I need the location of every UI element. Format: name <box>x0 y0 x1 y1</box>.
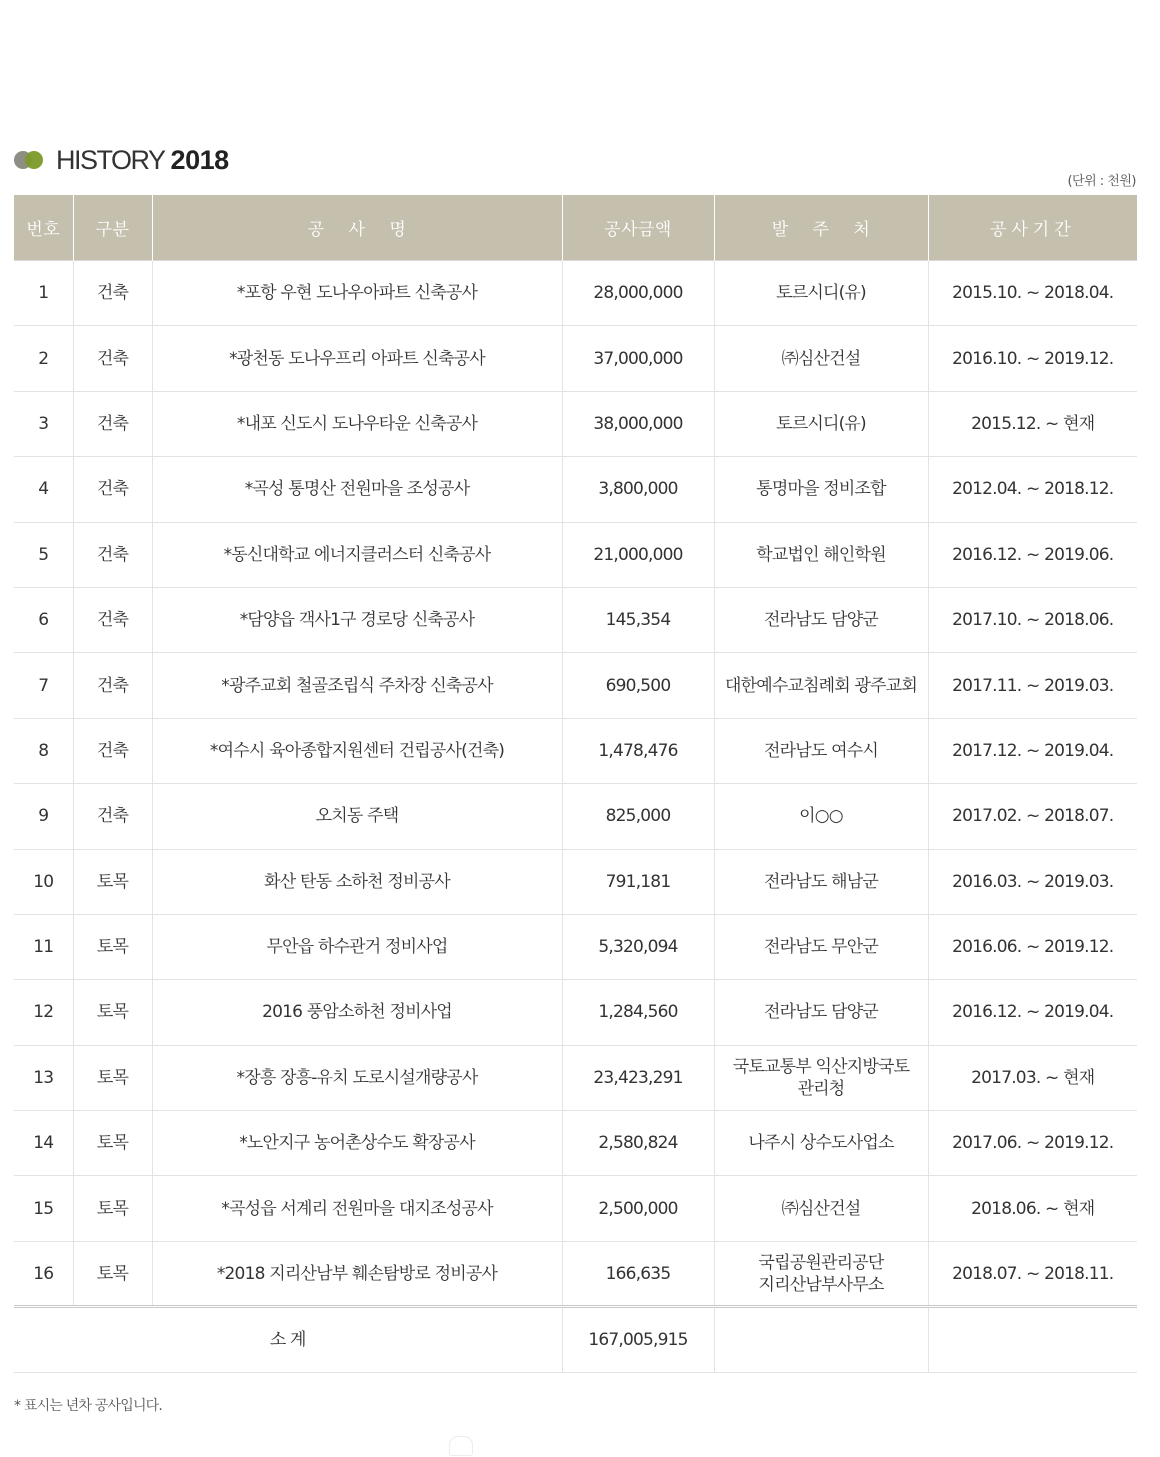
cell-name: *장흥 장흥-유치 도로시설개량공사 <box>152 1045 562 1110</box>
subtotal-empty-client <box>714 1307 928 1373</box>
table-row <box>14 587 1137 652</box>
cell-period: 2016.12. ~ 2019.04. <box>928 980 1137 1045</box>
subtotal-amount: 167,005,915 <box>562 1307 714 1373</box>
cell-period: 2018.06. ~ 현재 <box>928 1176 1137 1241</box>
table-row <box>14 522 1137 587</box>
cell-period: 2012.04. ~ 2018.12. <box>928 457 1137 522</box>
cell-client: 전라남도 여수시 <box>714 718 928 783</box>
cell-period: 2015.10. ~ 2018.04. <box>928 261 1137 326</box>
cell-client: 전라남도 담양군 <box>714 587 928 652</box>
cell-type: 건축 <box>73 653 152 718</box>
history-table <box>14 195 1137 1373</box>
cell-amount: 1,284,560 <box>562 980 714 1045</box>
cell-period: 2017.03. ~ 현재 <box>928 1045 1137 1110</box>
cell-name: *동신대학교 에너지클러스터 신축공사 <box>152 522 562 587</box>
cell-type: 토목 <box>73 849 152 914</box>
cell-name: *여수시 육아종합지원센터 건립공사(건축) <box>152 718 562 783</box>
cell-name: *노안지구 농어촌상수도 확장공사 <box>152 1111 562 1176</box>
table-row <box>14 653 1137 718</box>
table-row <box>14 980 1137 1045</box>
table-row <box>14 1241 1137 1306</box>
table-row <box>14 914 1137 979</box>
cell-amount: 1,478,476 <box>562 718 714 783</box>
cell-type: 건축 <box>73 718 152 783</box>
cell-type: 토목 <box>73 1111 152 1176</box>
column-header-name: 공 사 명 <box>152 195 562 261</box>
footnote: * 표시는 년차 공사입니다. <box>14 1398 163 1414</box>
cell-type: 토목 <box>73 1241 152 1306</box>
cell-period: 2016.03. ~ 2019.03. <box>928 849 1137 914</box>
cell-no: 14 <box>14 1111 73 1176</box>
cell-amount: 2,580,824 <box>562 1111 714 1176</box>
title-year: 2018 <box>170 144 229 175</box>
cell-period: 2018.07. ~ 2018.11. <box>928 1241 1137 1306</box>
cell-type: 건축 <box>73 261 152 326</box>
cell-name: 화산 탄동 소하천 정비공사 <box>152 849 562 914</box>
cell-name: 오치동 주택 <box>152 784 562 849</box>
table-header-row <box>14 195 1137 261</box>
cell-period: 2016.12. ~ 2019.06. <box>928 522 1137 587</box>
cell-no: 7 <box>14 653 73 718</box>
subtotal-empty-period <box>928 1307 1137 1373</box>
title-text: HISTORY <box>56 144 165 175</box>
column-header-client: 발 주 처 <box>714 195 928 261</box>
cell-amount: 2,500,000 <box>562 1176 714 1241</box>
cell-client: 이○○ <box>714 784 928 849</box>
cell-type: 건축 <box>73 522 152 587</box>
table-row <box>14 1176 1137 1241</box>
cell-period: 2017.10. ~ 2018.06. <box>928 587 1137 652</box>
cell-type: 토목 <box>73 914 152 979</box>
cell-client: 전라남도 해남군 <box>714 849 928 914</box>
subtotal-row <box>14 1307 1137 1373</box>
cell-name: 무안읍 하수관거 정비사업 <box>152 914 562 979</box>
cell-client: 통명마을 정비조합 <box>714 457 928 522</box>
table-row <box>14 261 1137 326</box>
table-row <box>14 1111 1137 1176</box>
cell-name: *포항 우현 도나우아파트 신축공사 <box>152 261 562 326</box>
cell-amount: 166,635 <box>562 1241 714 1306</box>
table-row <box>14 1045 1137 1110</box>
cell-no: 12 <box>14 980 73 1045</box>
cell-amount: 5,320,094 <box>562 914 714 979</box>
cell-client: 나주시 상수도사업소 <box>714 1111 928 1176</box>
cell-client: ㈜심산건설 <box>714 1176 928 1241</box>
cell-name: *내포 신도시 도나우타운 신축공사 <box>152 391 562 456</box>
cell-client: 전라남도 무안군 <box>714 914 928 979</box>
cell-client: 국립공원관리공단 지리산남부사무소 <box>714 1241 928 1306</box>
cell-client: 국토교통부 익산지방국토 관리청 <box>714 1045 928 1110</box>
subtotal-label: 소 계 <box>14 1307 562 1373</box>
cell-period: 2017.06. ~ 2019.12. <box>928 1111 1137 1176</box>
cell-period: 2016.10. ~ 2019.12. <box>928 326 1137 391</box>
cell-no: 9 <box>14 784 73 849</box>
cell-client: 전라남도 담양군 <box>714 980 928 1045</box>
cell-name: *곡성 통명산 전원마을 조성공사 <box>152 457 562 522</box>
table-row <box>14 849 1137 914</box>
table-row <box>14 718 1137 783</box>
cell-type: 토목 <box>73 1176 152 1241</box>
table-row <box>14 326 1137 391</box>
cell-type: 건축 <box>73 784 152 849</box>
cell-no: 10 <box>14 849 73 914</box>
cell-name: 2016 풍암소하천 정비사업 <box>152 980 562 1045</box>
column-header-no: 번호 <box>14 195 73 261</box>
cell-amount: 3,800,000 <box>562 457 714 522</box>
cell-type: 토목 <box>73 980 152 1045</box>
cell-no: 5 <box>14 522 73 587</box>
cell-name: *곡성읍 서계리 전원마을 대지조성공사 <box>152 1176 562 1241</box>
cell-client: 학교법인 해인학원 <box>714 522 928 587</box>
column-header-period: 공사기간 <box>928 195 1137 261</box>
cell-no: 2 <box>14 326 73 391</box>
cell-client: 대한예수교침례회 광주교회 <box>714 653 928 718</box>
cell-period: 2016.06. ~ 2019.12. <box>928 914 1137 979</box>
cell-period: 2015.12. ~ 현재 <box>928 391 1137 456</box>
cell-amount: 21,000,000 <box>562 522 714 587</box>
table-body <box>14 261 1137 1307</box>
cell-type: 건축 <box>73 391 152 456</box>
table-row <box>14 457 1137 522</box>
cell-amount: 28,000,000 <box>562 261 714 326</box>
cell-no: 3 <box>14 391 73 456</box>
cell-no: 15 <box>14 1176 73 1241</box>
table-row <box>14 784 1137 849</box>
cell-amount: 145,354 <box>562 587 714 652</box>
cell-amount: 690,500 <box>562 653 714 718</box>
cell-client: 토르시디(유) <box>714 391 928 456</box>
cell-amount: 23,423,291 <box>562 1045 714 1110</box>
cell-name: *2018 지리산남부 훼손탐방로 정비공사 <box>152 1241 562 1306</box>
cell-amount: 825,000 <box>562 784 714 849</box>
cell-no: 16 <box>14 1241 73 1306</box>
cell-amount: 38,000,000 <box>562 391 714 456</box>
cell-type: 건축 <box>73 587 152 652</box>
cell-no: 13 <box>14 1045 73 1110</box>
cell-client: ㈜심산건설 <box>714 326 928 391</box>
page-watermark-icon <box>449 1436 473 1456</box>
cell-type: 건축 <box>73 457 152 522</box>
cell-no: 1 <box>14 261 73 326</box>
cell-name: *광주교회 철골조립식 주차장 신축공사 <box>152 653 562 718</box>
cell-type: 토목 <box>73 1045 152 1110</box>
unit-note: (단위 : 천원) <box>1067 174 1136 189</box>
cell-client: 토르시디(유) <box>714 261 928 326</box>
cell-no: 4 <box>14 457 73 522</box>
cell-no: 8 <box>14 718 73 783</box>
cell-period: 2017.12. ~ 2019.04. <box>928 718 1137 783</box>
cell-type: 건축 <box>73 326 152 391</box>
cell-period: 2017.11. ~ 2019.03. <box>928 653 1137 718</box>
cell-no: 6 <box>14 587 73 652</box>
cell-period: 2017.02. ~ 2018.07. <box>928 784 1137 849</box>
cell-name: *담양읍 객사1구 경로당 신축공사 <box>152 587 562 652</box>
cell-no: 11 <box>14 914 73 979</box>
column-header-amount: 공사금액 <box>562 195 714 261</box>
cell-name: *광천동 도나우프리 아파트 신축공사 <box>152 326 562 391</box>
title-dots-icon <box>14 150 46 170</box>
cell-amount: 791,181 <box>562 849 714 914</box>
cell-amount: 37,000,000 <box>562 326 714 391</box>
table-row <box>14 391 1137 456</box>
section-title <box>14 143 229 177</box>
column-header-type: 구분 <box>73 195 152 261</box>
